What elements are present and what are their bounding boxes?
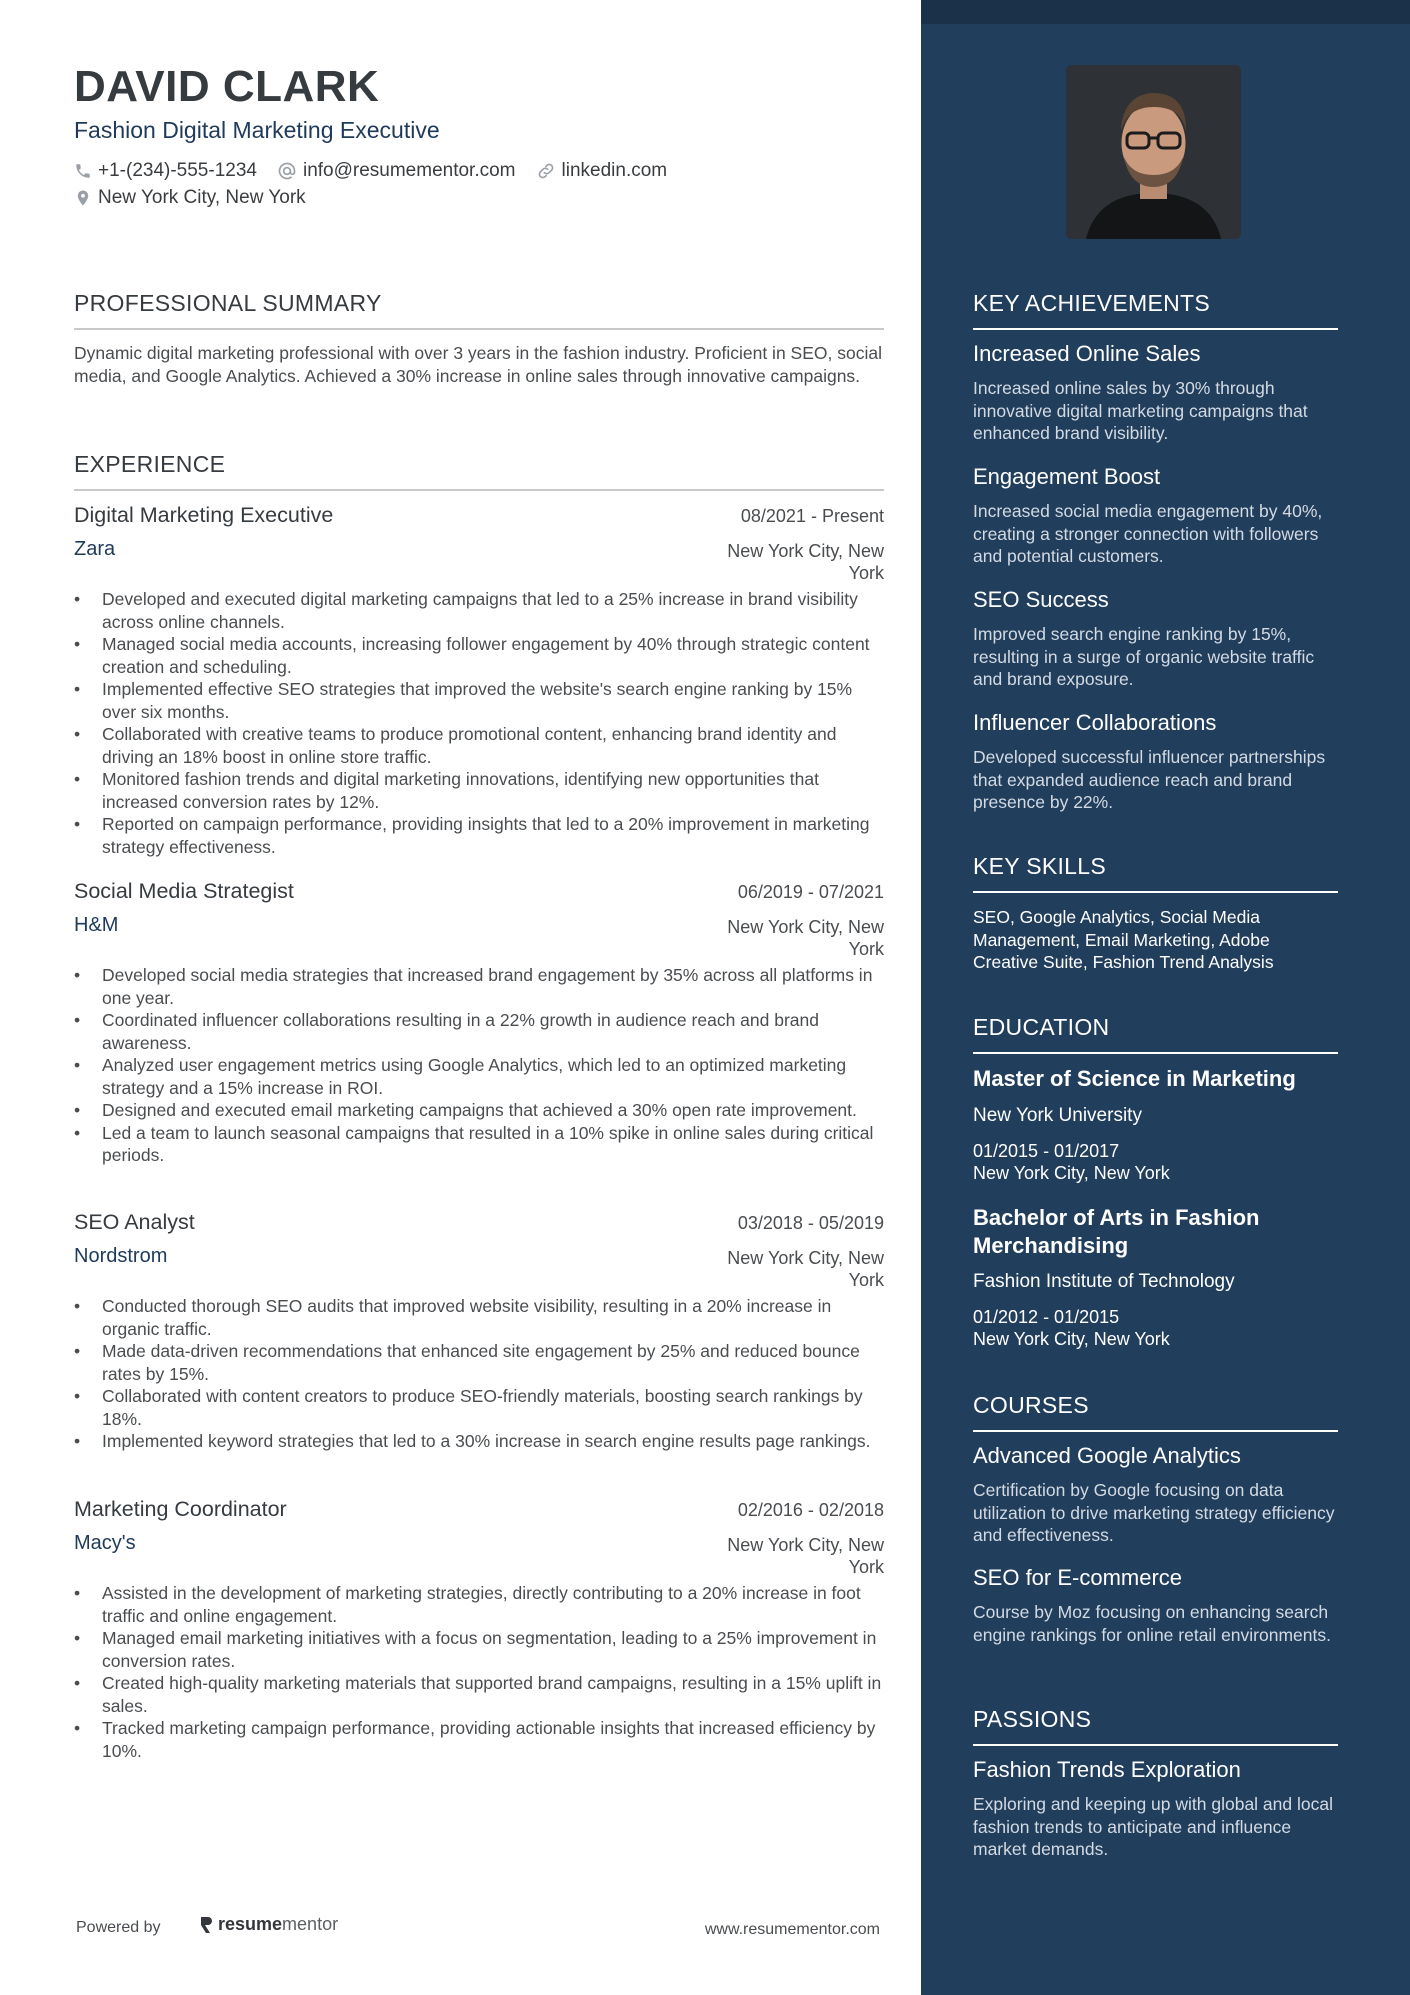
achievement-title: SEO Success: [973, 587, 1109, 612]
job-company: Macy's: [74, 1532, 136, 1554]
list-item: • Coordinated influencer collaborations resulting in a 22% growth in audience reach and brand awareness.: [74, 1009, 884, 1054]
education-heading-text: EDUCATION: [973, 1014, 1110, 1040]
passions-heading: [973, 1706, 1338, 1733]
contact-phone: [74, 160, 257, 182]
education-school: New York University: [973, 1105, 1142, 1126]
summary-text: Dynamic digital marketing professional with over 3 years in the fashion industry. Proficient in SEO, social media, and Google Analytics. Achieved a 30% increase in online sales through innovative campaigns.: [74, 343, 882, 386]
location-pin-icon: [74, 188, 92, 208]
job-role: Marketing Coordinator: [74, 1497, 287, 1521]
profile-photo: [1066, 65, 1241, 239]
list-item: • Created high-quality marketing materials that supported brand campaigns, resulting in a 15% uplift in sales.: [74, 1672, 884, 1717]
skills-heading: [973, 853, 1338, 880]
location-text: New York City, New York: [98, 187, 306, 208]
passion-desc: Exploring and keeping up with global and local fashion trends to anticipate and influence market demands.: [973, 1794, 1333, 1859]
linkedin-text: linkedin.com: [561, 160, 668, 181]
achievement-title: Influencer Collaborations: [973, 710, 1217, 735]
link-icon: [536, 161, 556, 181]
passions-heading-text: PASSIONS: [973, 1706, 1092, 1732]
achievements-heading: [973, 290, 1338, 317]
job-company: Zara: [74, 538, 116, 560]
achievements-heading-text: KEY ACHIEVEMENTS: [973, 290, 1211, 316]
job-role: Social Media Strategist: [74, 879, 294, 903]
achievement-title: Engagement Boost: [973, 464, 1161, 489]
achievement-desc: Increased online sales by 30% through innovative digital marketing campaigns that enhanced brand visibility.: [973, 378, 1308, 443]
course-desc: Course by Moz focusing on enhancing search engine rankings for online retail environments.: [973, 1602, 1331, 1645]
list-item: • Led a team to launch seasonal campaigns that resulted in a 10% spike in online sales during critical periods.: [74, 1122, 884, 1167]
skills-list: SEO, Google Analytics, Social Media Management, Email Marketing, Adobe Creative Suite, Fashion Trend Analysis: [973, 907, 1274, 972]
phone-icon: [74, 162, 92, 180]
email-text: info@resumementor.com: [302, 160, 516, 181]
logo-bold-text: resume: [218, 1914, 283, 1934]
list-item: • Collaborated with creative teams to produce promotional content, enhancing brand identity and driving an 18% boost in online store traffic.: [74, 723, 884, 768]
job-role: Digital Marketing Executive: [74, 503, 334, 527]
sidebar: [921, 0, 1410, 1995]
section-divider: [973, 328, 1338, 330]
location-row: [74, 187, 326, 209]
list-item: • Implemented effective SEO strategies that improved the website's search engine ranking by 15% over six months.: [74, 678, 884, 723]
education-location: New York City, New York: [973, 1329, 1170, 1349]
list-item: • Made data-driven recommendations that enhanced site engagement by 25% and reduced bounce rates by 15%.: [74, 1340, 884, 1385]
phone-text: +1-(234)-555-1234: [98, 160, 257, 181]
list-item: • Managed email marketing initiatives with a focus on segmentation, leading to a 25% improvement in conversion rates.: [74, 1627, 884, 1672]
job-location: New York City, New York: [727, 1248, 884, 1290]
achievement-desc: Developed successful influencer partnerships that expanded audience reach and brand presence by 22%.: [973, 747, 1326, 812]
experience-heading: [74, 451, 884, 478]
job-dates: 06/2019 - 07/2021: [737, 882, 884, 902]
list-item: • Developed and executed digital marketing campaigns that led to a 25% increase in brand visibility across online channels.: [74, 588, 884, 633]
list-item: • Tracked marketing campaign performance, providing actionable insights that increased efficiency by 10%.: [74, 1717, 884, 1762]
sidebar-top-band: [921, 0, 1410, 24]
achievement-title: Increased Online Sales: [973, 341, 1201, 366]
job-location: New York City, New York: [727, 917, 884, 959]
experience-heading-text: EXPERIENCE: [74, 451, 226, 477]
job-bullets: [74, 1582, 884, 1762]
job-bullets: [74, 964, 884, 1167]
job-dates: 03/2018 - 05/2019: [737, 1213, 884, 1233]
list-item: • Monitored fashion trends and digital marketing innovations, identifying new opportunities that increased conversion rates by 12%.: [74, 768, 884, 813]
job-location: New York City, New York: [727, 1535, 884, 1577]
list-item: • Analyzed user engagement metrics using Google Analytics, which led to an optimized marketing strategy and a 15% increase in ROI.: [74, 1054, 884, 1099]
skills-heading-text: KEY SKILLS: [973, 853, 1106, 879]
education-location: New York City, New York: [973, 1163, 1170, 1183]
course-title: Advanced Google Analytics: [973, 1443, 1241, 1468]
job-bullets: [74, 588, 884, 858]
job-bullets: [74, 1295, 884, 1453]
job-dates: 02/2016 - 02/2018: [737, 1500, 884, 1520]
candidate-name: DAVID CLARK: [74, 62, 380, 111]
list-item: • Implemented keyword strategies that led to a 30% increase in search engine results page rankings.: [74, 1430, 884, 1453]
list-item: • Collaborated with content creators to produce SEO-friendly materials, boosting search rankings by 18%.: [74, 1385, 884, 1430]
education-degree: Bachelor of Arts in Fashion Merchandising: [973, 1205, 1260, 1258]
education-heading: [973, 1014, 1338, 1041]
list-item: • Developed social media strategies that increased brand engagement by 35% across all platforms in one year.: [74, 964, 884, 1009]
list-item: • Conducted thorough SEO audits that improved website visibility, resulting in a 20% increase in organic traffic.: [74, 1295, 884, 1340]
section-divider: [973, 1052, 1338, 1054]
section-divider: [973, 891, 1338, 893]
section-divider: [973, 1744, 1338, 1746]
list-item: • Reported on campaign performance, providing insights that led to a 20% improvement in marketing strategy effectiveness.: [74, 813, 884, 858]
footer-url[interactable]: www.resumementor.com: [704, 1921, 880, 1938]
contact-row: [74, 160, 687, 182]
course-desc: Certification by Google focusing on data utilization to drive marketing strategy efficiency and effectiveness.: [973, 1480, 1335, 1545]
list-item: • Assisted in the development of marketing strategies, directly contributing to a 20% increase in foot traffic and online engagement.: [74, 1582, 884, 1627]
education-school: Fashion Institute of Technology: [973, 1271, 1235, 1292]
resumementor-logo[interactable]: [198, 1914, 338, 1935]
powered-by-label: Powered by: [76, 1919, 161, 1936]
at-icon: [277, 161, 297, 181]
passion-title: Fashion Trends Exploration: [973, 1757, 1241, 1782]
job-company: Nordstrom: [74, 1245, 168, 1267]
candidate-title: Fashion Digital Marketing Executive: [74, 117, 440, 143]
job-company: H&M: [74, 914, 119, 936]
contact-email[interactable]: [277, 160, 516, 182]
education-dates: 01/2012 - 01/2015: [973, 1307, 1120, 1327]
course-title: SEO for E-commerce: [973, 1565, 1183, 1590]
job-dates: 08/2021 - Present: [740, 506, 884, 526]
courses-heading: [973, 1392, 1338, 1419]
job-location: New York City, New York: [727, 541, 884, 583]
contact-location: [74, 187, 306, 209]
resumementor-logo-icon: [198, 1915, 214, 1935]
section-divider: [74, 328, 884, 330]
summary-heading-text: PROFESSIONAL SUMMARY: [74, 290, 382, 316]
courses-heading-text: COURSES: [973, 1392, 1089, 1418]
logo-light-text: mentor: [282, 1914, 339, 1934]
summary-heading: [74, 290, 884, 317]
education-dates: 01/2015 - 01/2017: [973, 1141, 1120, 1161]
education-degree: Master of Science in Marketing: [973, 1066, 1296, 1091]
list-item: • Designed and executed email marketing campaigns that achieved a 30% open rate improvement.: [74, 1099, 884, 1122]
section-divider: [74, 489, 884, 491]
job-role: SEO Analyst: [74, 1210, 195, 1234]
section-divider: [973, 1430, 1338, 1432]
list-item: • Managed social media accounts, increasing follower engagement by 40% through strategic content creation and scheduling.: [74, 633, 884, 678]
contact-linkedin[interactable]: [536, 160, 668, 182]
achievement-desc: Improved search engine ranking by 15%, resulting in a surge of organic website traffic and brand exposure.: [973, 624, 1315, 689]
avatar: [1066, 65, 1241, 239]
achievement-desc: Increased social media engagement by 40%, creating a stronger connection with followers and potential customers.: [973, 501, 1323, 566]
main-column: [74, 0, 884, 1995]
